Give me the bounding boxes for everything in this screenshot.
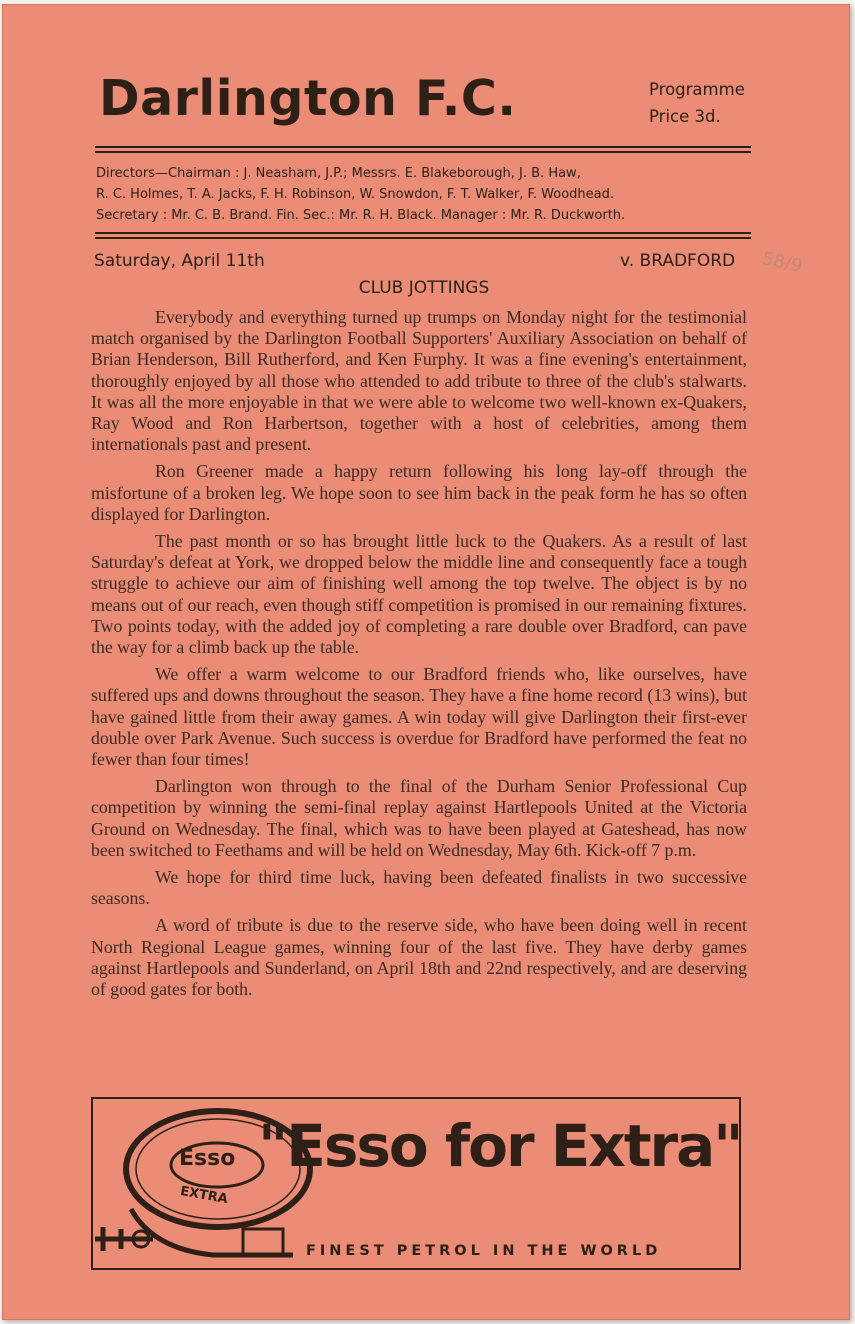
extra-badge-text: EXTRA [179, 1183, 229, 1208]
header-divider-top [95, 146, 751, 153]
article-paragraph: We hope for third time luck, having been defeated finalists in two successive seasons. [91, 867, 747, 909]
article-body [91, 307, 747, 1006]
match-opponent: v. BRADFORD [620, 251, 736, 271]
match-date: Saturday, April 11th [94, 251, 265, 271]
club-title: Darlington F.C. [99, 70, 517, 127]
esso-badge-text: Esso [179, 1146, 236, 1171]
price-label: Price 3d. [649, 107, 721, 126]
article-paragraph: Everybody and everything turned up trumps on Monday night for the testimonial match organised by the Darlington Football Supporters' Auxiliary Association on behalf of Brian Henderson, Bill Rutherford, and Ken Furphy. It was a fine evening's entertainment, thoroughly enjoyed by all those who attended to add tribute to three of the club's stalwarts. It was all the more enjoyable in that we were able to welcome two well-known ex-Quakers, Ray Wood and Ron Harbertson, together with a host of celebrities, among them internationals past and present. [91, 307, 747, 455]
article-paragraph: The past month or so has brought little luck to the Quakers. As a result of last Saturday's defeat at York, we dropped below the middle line and consequently face a tough struggle to achieve our aim of finishing well among the top twelve. The object is by no means out of our reach, even though stiff competition is promised in our remaining fixtures. Two points today, with the added joy of completing a rare double over Bradford, can pave the way for a climb back up the table. [91, 531, 747, 658]
article-paragraph: Ron Greener made a happy return following his long lay-off through the misfortune of a broken leg. We hope soon to see him back in the peak form he has so often displayed for Darlington. [91, 461, 747, 524]
directors-list [96, 163, 752, 226]
pencil-annotation: 58/9 [760, 248, 805, 277]
directors-line: Secretary : Mr. C. B. Brand. Fin. Sec.: Mr. R. H. Black. Manager : Mr. R. Duckworth. [96, 208, 626, 223]
article-paragraph: A word of tribute is due to the reserve side, who have been doing well in recent North Regional League games, winning four of the last five. They have derby games against Hartlepools and Sunderland, on April 18th and 22nd respectively, and are deserving of good gates for both. [91, 915, 747, 1000]
advert-tagline: FINEST PETROL IN THE WORLD [306, 1243, 662, 1259]
article-paragraph: Darlington won through to the final of the Durham Senior Professional Cup competition by winning the semi-final replay against Hartlepools United at the Victoria Ground on Wednesday. The final, which was to have been played at Gateshead, has now been switched to Feethams and will be held on Wednesday, May 6th. Kick-off 7 p.m. [91, 776, 747, 860]
directors-line: Directors—Chairman : J. Neasham, J.P.; Messrs. E. Blakeborough, J. B. Haw, [96, 166, 581, 181]
programme-label: Programme [649, 80, 745, 99]
directors-line: R. C. Holmes, T. A. Jacks, F. H. Robinson, W. Snowdon, F. T. Walker, F. Woodhead. [96, 187, 615, 202]
advert-slogan: "Esso for Extra" [258, 1112, 742, 1180]
article-heading: CLUB JOTTINGS [358, 278, 490, 298]
programme-price [649, 76, 759, 130]
article-paragraph: We offer a warm welcome to our Bradford friends who, like ourselves, have suffered ups and downs throughout the season. They have a fine home record (13 wins), but have gained little from their away games. A win today will give Darlington their first-ever double over Park Avenue. Such success is overdue for Bradford have performed the feat no fewer than four times! [91, 664, 747, 770]
header-divider-bottom [95, 232, 751, 239]
